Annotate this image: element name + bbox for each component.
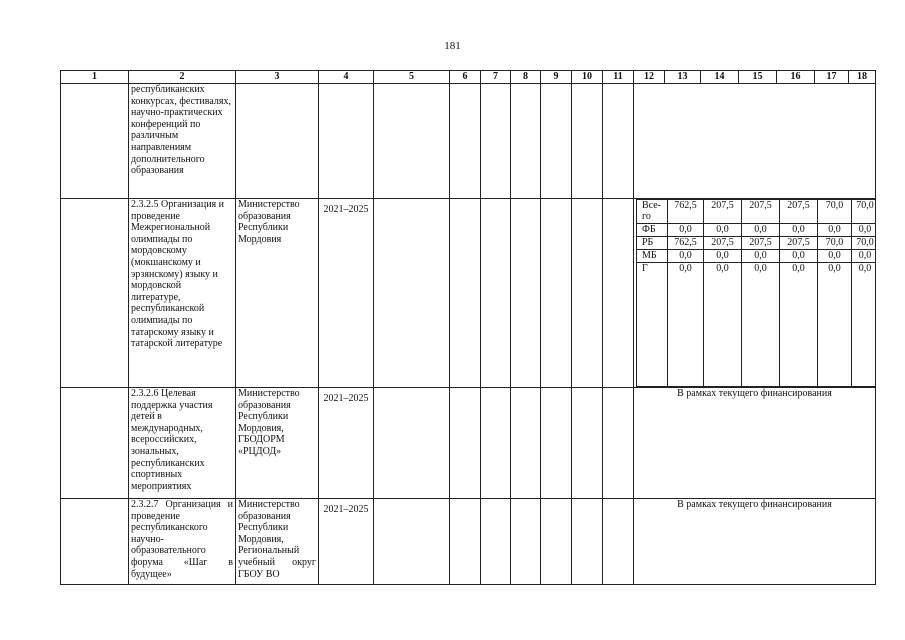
financing-source: МБ: [637, 250, 668, 263]
financing-cell: [634, 199, 876, 388]
table-row: [61, 84, 876, 199]
financing-note: В рамках текущего финансирования: [634, 388, 876, 499]
financing-row: [637, 237, 876, 250]
financing-value: 207,5: [704, 200, 742, 224]
financing-note: В рамках текущего финансирования: [634, 499, 876, 585]
financing-value: 0,0: [668, 224, 704, 237]
col-header: 11: [603, 71, 634, 84]
financing-value: 70,0: [818, 237, 852, 250]
financing-value: 0,0: [704, 263, 742, 387]
measure-name: 2.3.2.7 Организация и проведение республиканского научно-образовательного форума «Шаг в будущее»: [129, 499, 236, 585]
page-number: 181: [444, 40, 461, 52]
col-header: 17: [815, 71, 849, 84]
financing-value: 207,5: [742, 237, 780, 250]
table-row: [61, 199, 876, 388]
col-header: 8: [511, 71, 541, 84]
financing-row: [637, 224, 876, 237]
program-table: [60, 70, 876, 585]
col-header: 2: [129, 71, 236, 84]
financing-value: 0,0: [818, 224, 852, 237]
financing-source: ФБ: [637, 224, 668, 237]
col-header: 6: [450, 71, 481, 84]
financing-value: 70,0: [818, 200, 852, 224]
financing-value: 207,5: [704, 237, 742, 250]
col-header: 15: [739, 71, 777, 84]
financing-table: [636, 199, 876, 387]
period: 2021–2025: [319, 388, 374, 499]
financing-value: 0,0: [852, 224, 876, 237]
financing-value: 0,0: [780, 250, 818, 263]
financing-source: Г: [637, 263, 668, 387]
table-row: [61, 499, 876, 585]
col-header: 14: [701, 71, 739, 84]
financing-value: 0,0: [704, 224, 742, 237]
executor: Министерство образования Республики Мордовия, Региональный учебный округ ГБОУ ВО: [236, 499, 319, 585]
financing-value: 207,5: [780, 237, 818, 250]
financing-value: 0,0: [742, 263, 780, 387]
measure-name: 2.3.2.5 Организация и проведение Межрегиональной олимпиады по мордовскому (мокшанскому и эрзянскому) языку и мордовской литературе, республиканской олимпиады по татарскому языку и татарской литературе: [129, 199, 236, 388]
financing-value: 70,0: [852, 237, 876, 250]
financing-value: 0,0: [852, 250, 876, 263]
table-row: [61, 388, 876, 499]
col-header: 5: [374, 71, 450, 84]
financing-value: 762,5: [668, 200, 704, 224]
col-header: 10: [572, 71, 603, 84]
financing-value: 0,0: [818, 263, 852, 387]
financing-value: 0,0: [704, 250, 742, 263]
financing-value: 0,0: [742, 250, 780, 263]
col-header: 12: [634, 71, 665, 84]
financing-value: 0,0: [668, 250, 704, 263]
financing-value: 0,0: [780, 224, 818, 237]
measure-name: республиканских конкурсах, фестивалях, научно-практических конференций по различным направлениям дополнительного образования: [129, 84, 236, 199]
financing-value: 70,0: [852, 200, 876, 224]
col-header: 1: [61, 71, 129, 84]
col-header: 9: [541, 71, 572, 84]
financing-row: [637, 263, 876, 387]
financing-value: 0,0: [852, 263, 876, 387]
period: 2021–2025: [319, 199, 374, 388]
col-header: 18: [849, 71, 876, 84]
financing-value: 0,0: [780, 263, 818, 387]
col-header: 4: [319, 71, 374, 84]
executor: Министерство образования Республики Мордовия, ГБОДОРМ «РЦДОД»: [236, 388, 319, 499]
col-header: 7: [481, 71, 511, 84]
financing-source: РБ: [637, 237, 668, 250]
financing-value: 0,0: [742, 224, 780, 237]
col-header: 16: [777, 71, 815, 84]
financing-value: 0,0: [818, 250, 852, 263]
header-row: [61, 71, 876, 84]
measure-name: 2.3.2.6 Целевая поддержка участия детей в международных, всероссийских, зональных, республиканских спортивных мероприятиях: [129, 388, 236, 499]
financing-row: [637, 250, 876, 263]
financing-row: [637, 200, 876, 224]
financing-value: 762,5: [668, 237, 704, 250]
executor: Министерство образования Республики Мордовия: [236, 199, 319, 388]
period: 2021–2025: [319, 499, 374, 585]
col-header: 13: [665, 71, 701, 84]
financing-source: Все-го: [637, 200, 668, 224]
financing-value: 207,5: [742, 200, 780, 224]
financing-value: 0,0: [668, 263, 704, 387]
financing-value: 207,5: [780, 200, 818, 224]
col-header: 3: [236, 71, 319, 84]
